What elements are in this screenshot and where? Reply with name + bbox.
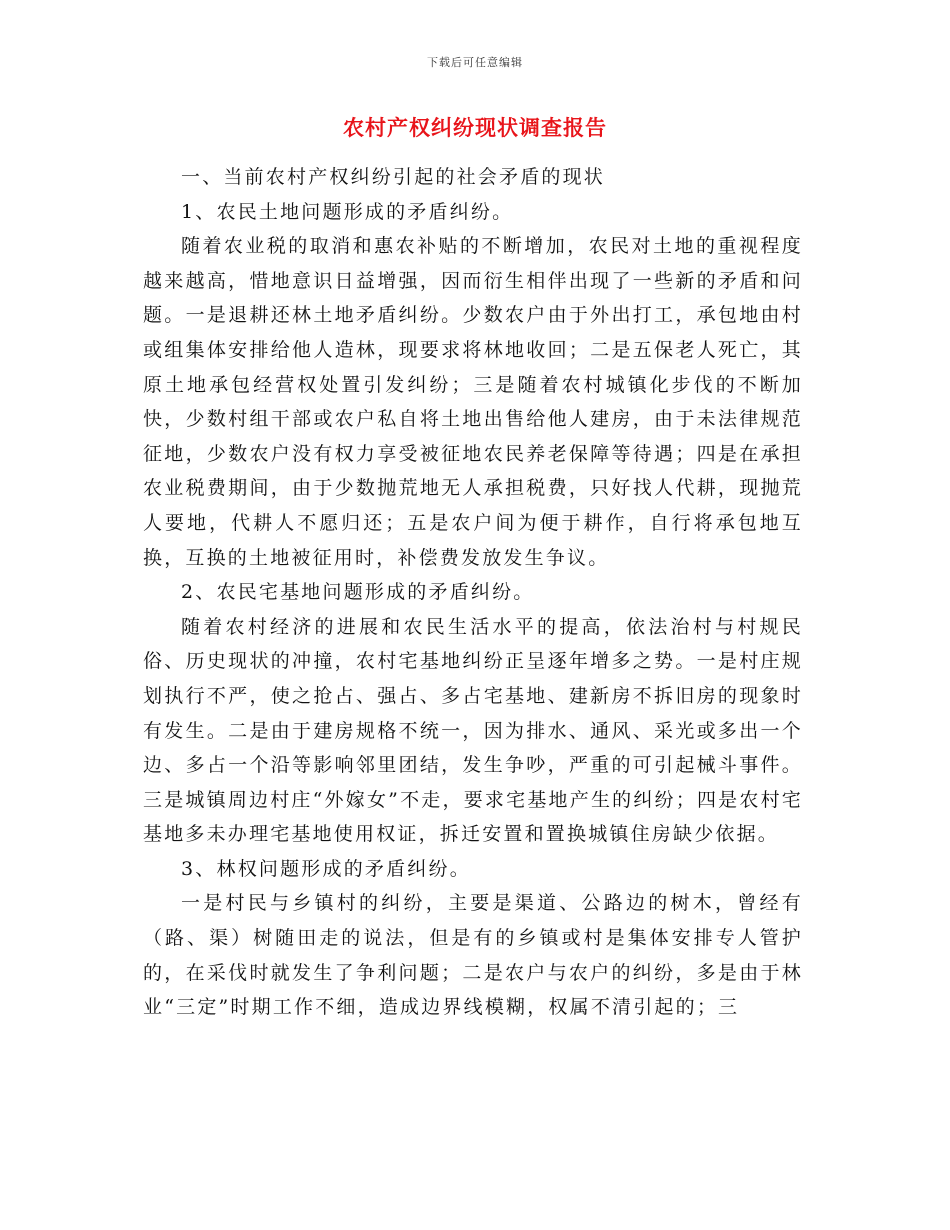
- section-heading: 一、当前农村产权纠纷引起的社会矛盾的现状: [181, 166, 606, 188]
- paragraph-homestead: 随着农村经济的进展和农民生活水平的提高，依法治村与村规民俗、历史现状的冲撞，农村宅基地纠纷正呈逐年增多之势。一是村庄规划执行不严，使之抢占、强占、多占宅基地、建新房不拆旧房的现象时有发生。二是由于建房规格不统一，因为排水、通风、采光或多出一个边、多占一个沿等影响邻里团结，发生争吵，严重的可引起械斗事件。三是城镇周边村庄“外嫁女”不走，要求宅基地产生的纠纷；四是农村宅基地多未办理宅基地使用权证，拆迁安置和置换城镇住房缺少依据。: [143, 615, 803, 846]
- header-note: 下载后可任意编辑: [427, 56, 523, 69]
- subsection-heading-forest: 3、林权问题形成的矛盾纠纷。: [181, 857, 471, 880]
- subsection-heading-homestead: 2、农民宅基地问题形成的矛盾纠纷。: [181, 581, 535, 604]
- subsection-heading-land: 1、农民土地问题形成的矛盾纠纷。: [181, 200, 514, 223]
- document-body: [143, 160, 803, 1025]
- paragraph-forest: 一是村民与乡镇村的纠纷，主要是渠道、公路边的树木，曾经有（路、渠）树随田走的说法，但是有的乡镇或村是集体安排专人管护的，在采伐时就发生了争利问题；二是农户与农户的纠纷，多是由于林业“三定”时期工作不细，造成边界线模糊，权属不清引起的；三: [143, 892, 803, 1019]
- document-title: 农村产权纠纷现状调查报告: [343, 116, 607, 140]
- paragraph-land: 随着农业税的取消和惠农补贴的不断增加，农民对土地的重视程度越来越高，惜地意识日益增强，因而衍生相伴出现了一些新的矛盾和问题。一是退耕还林土地矛盾纠纷。少数农户由于外出打工，承包地由村或组集体安排给他人造林，现要求将林地收回；二是五保老人死亡，其原土地承包经营权处置引发纠纷；三是随着农村城镇化步伐的不断加快，少数村组干部或农户私自将土地出售给他人建房，由于未法律规范征地，少数农户没有权力享受被征地农民养老保障等待遇；四是在承担农业税费期间，由于少数抛荒地无人承担税费，只好找人代耕，现抛荒人要地，代耕人不愿归还；五是农户间为便于耕作，自行将承包地互换，互换的土地被征用时，补偿费发放发生争议。: [143, 235, 803, 569]
